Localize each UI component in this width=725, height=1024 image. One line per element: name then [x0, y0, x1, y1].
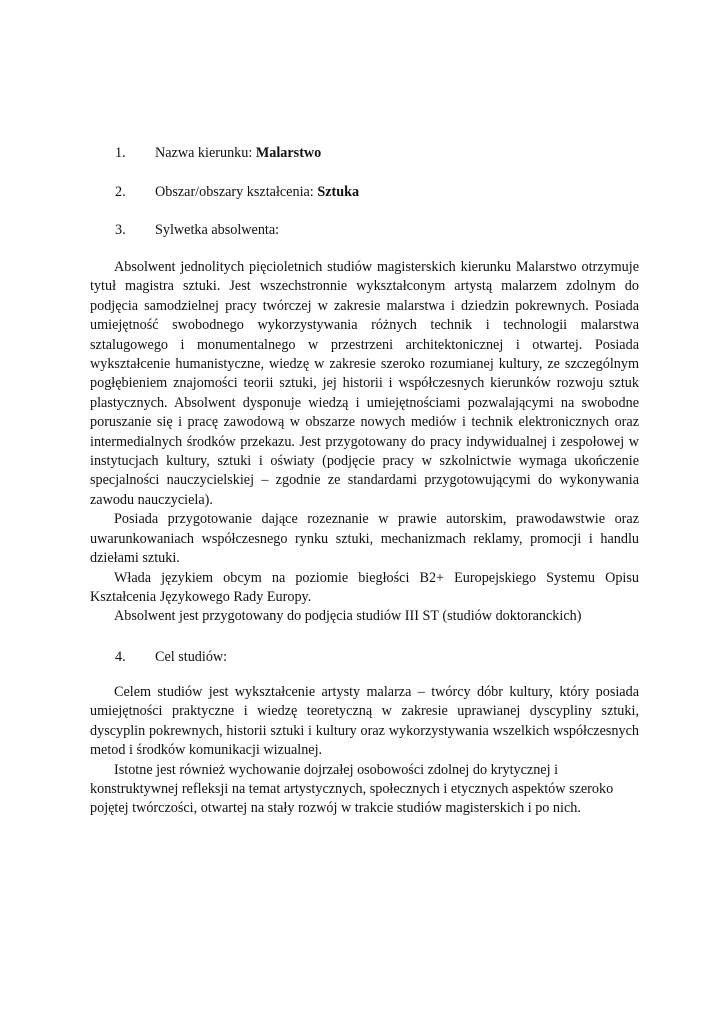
paragraph: Celem studiów jest wykształcenie artysty malarza – twórcy dóbr kultury, który posiada umiejętności praktyczne i wiedzę teoretyczną w zakresie uprawianej dyscypliny sztuki, dyscyplin pokrewnych, historii sztuki i kultury oraz wykorzystywania wszelkich współczesnych metod i środków komunikacji wizualnej. [90, 684, 639, 759]
field-name: Nazwa kierunku: [155, 145, 256, 161]
paragraph: Włada językiem obcym na poziomie biegłości B2+ Europejskiego Systemu Opisu Kształcenia Językowego Rady Europy. [90, 569, 639, 605]
section-label: Cel studiów: [155, 649, 228, 665]
section-label: Sylwetka absolwenta: [155, 222, 280, 238]
section-label [155, 182, 359, 202]
section-number: 4. [115, 649, 126, 665]
section-label [155, 143, 321, 163]
section-number: 2. [115, 184, 126, 200]
section-4-heading [115, 647, 655, 667]
field-value: Malarstwo [255, 145, 322, 161]
section-number: 1. [115, 145, 126, 161]
paragraph: Posiada przygotowanie dające rozeznanie w prawie autorskim, prawodawstwie oraz uwarunkowaniach współczesnego rynku sztuki, mechanizmach reklamy, promocji i handlu dziełami sztuki. [90, 511, 639, 567]
section-3-heading [115, 220, 655, 240]
study-goal-text [90, 683, 639, 819]
section-2-heading [115, 182, 655, 202]
paragraph: Absolwent jest przygotowany do podjęcia studiów III ST (studiów doktoranckich) [114, 608, 582, 625]
field-name: Obszar/obszary kształcenia: [155, 184, 318, 200]
paragraph: Istotne jest również wychowanie dojrzałej osobowości zdolnej do krytycznej i konstruktywnej refleksji na temat artystycznych, społecznych i etycznych aspektów szeroko pojętej twórczości, otwartej na stały rozwój w trakcie studiów magisterskich i po nich. [90, 761, 614, 817]
paragraph: Absolwent jednolitych pięcioletnich studiów magisterskich kierunku Malarstwo otrzymuje tytuł magistra sztuki. Jest wszechstronnie wykształconym artystą malarzem zdolnym do podjęcia samodzielnej pracy twórczej w zakresie malarstwa i dziedzin pokrewnych. Posiada umiejętność swobodnego wykorzystywania różnych technik i technologii malarstwa sztalugowego i monumentalnego w przestrzeni architektonicznej i otwartej. Posiada wykształcenie humanistyczne, wiedzę w zakresie szeroko rozumianej kultury, ze szczególnym pogłębieniem znajomości teorii sztuki, jej historii i współczesnych kierunków rozwoju sztuk plastycznych. Absolwent dysponuje wiedzą i umiejętnościami pozwalającymi na swobodne poruszanie się i pracę zawodową w obszarze nowych mediów i technik elektronicznych oraz intermedialnych środków przekazu. Jest przygotowany do pracy indywidualnej i zespołowej w instytucjach kultury, sztuki i oświaty (podjęcie pracy w szkolnictwie wymaga ukończenie specjalności nauczycielskiej – zgodnie ze standardami przygotowującymi do wykonywania zawodu nauczyciela). [90, 259, 639, 508]
graduate-profile-text [90, 258, 639, 627]
field-value: Sztuka [317, 184, 360, 200]
section-1-heading [115, 143, 655, 163]
section-number: 3. [115, 222, 126, 238]
